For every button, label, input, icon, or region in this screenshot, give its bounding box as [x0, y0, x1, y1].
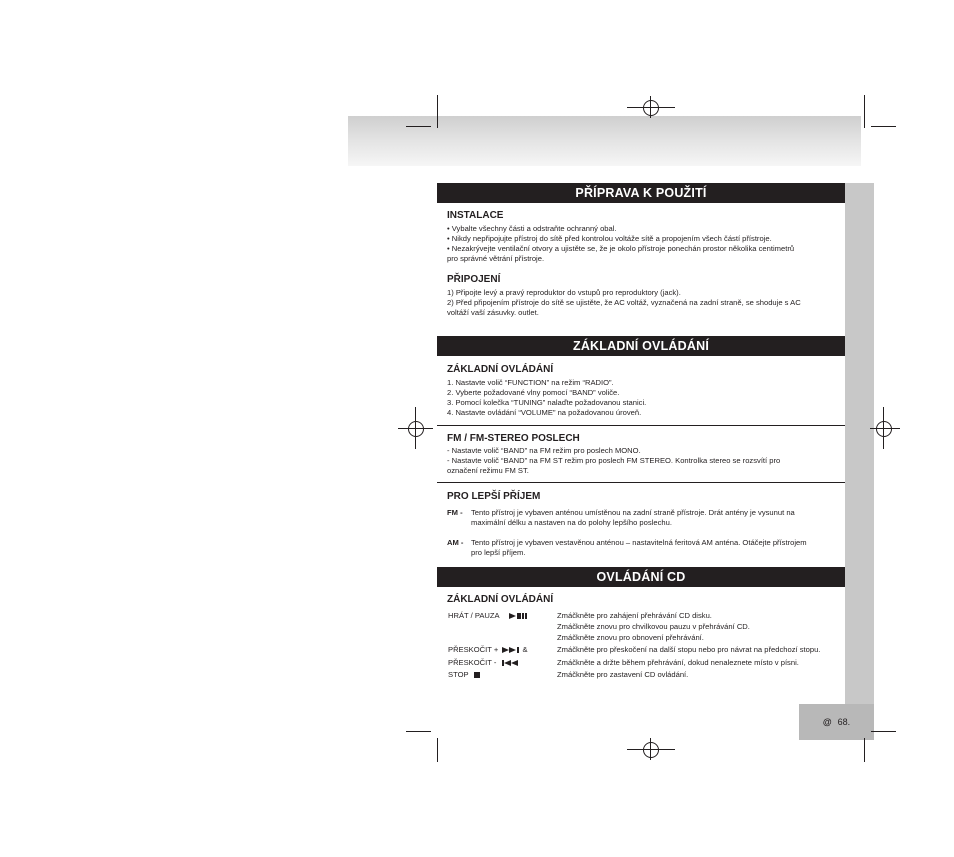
cd-control-desc: Zmáčkněte pro přeskočení na další stopu nebo pro návrat na předchozí stopu. — [557, 645, 821, 654]
ovladani-step: 1. Nastavte volič “FUNCTION” na režim “RADIO”. — [447, 378, 614, 387]
fm-antenna-text: maximální délku a nastaven na do polohy lepšího poslechu. — [471, 518, 672, 527]
cd-control-label: HRÁT / PAUZA — [448, 611, 527, 621]
ovladani-step: 3. Pomocí kolečka “TUNING” nalaďte požadovanou stanici. — [447, 398, 647, 407]
cd-control-desc: Zmáčkněte a držte během přehrávání, dokud nenaleznete místo v písni. — [557, 658, 799, 667]
header-gradient-band — [348, 116, 861, 166]
section-title-cd: OVLÁDÁNÍ CD — [437, 567, 845, 587]
heading-cd-ovladani: ZÁKLADNÍ OVLÁDÁNÍ — [447, 594, 554, 605]
cd-control-desc: Zmáčkněte znovu pro obnovení přehrávání. — [557, 633, 704, 642]
fm-item: - Nastavte volič “BAND” na FM ST režim pro poslech FM STEREO. Kontrolka stereo se rozsvítí pro — [447, 456, 781, 465]
heading-fm-stereo: FM / FM-STEREO POSLECH — [447, 433, 580, 444]
fm-antenna-text: Tento přístroj je vybaven anténou umístěnou na zadní straně přístroje. Drát antény je vysunut na — [471, 508, 795, 517]
page-symbol-icon: @ — [822, 717, 832, 727]
fm-item: označení režimu FM ST. — [447, 466, 529, 475]
section-title-priprava: PŘÍPRAVA K POUŽITÍ — [437, 183, 845, 203]
am-label: AM - — [447, 538, 464, 547]
instalace-item: • Nikdy nepřipojujte přístroj do sítě před kontrolou voltáže sítě a propojením všech částí přístroje. — [447, 234, 772, 243]
pripojeni-item: 2) Před připojením přístroje do sítě se ujistěte, že AC voltáž, vyznačená na zadní straně, se shoduje s AC — [447, 298, 801, 307]
am-antenna-text: pro lepší příjem. — [471, 548, 526, 557]
ovladani-step: 4. Nastavte ovládání “VOLUME” na požadovanou úroveň. — [447, 408, 642, 417]
instalace-item: pro správné větrání přístroje. — [447, 254, 545, 263]
page-number: 68. — [837, 717, 851, 727]
heading-instalace: INSTALACE — [447, 210, 504, 221]
fm-item: - Nastavte volič “BAND” na FM režim pro poslech MONO. — [447, 446, 641, 455]
cd-control-label: PŘESKOČIT + & — [448, 645, 528, 654]
page-number-box — [799, 704, 874, 740]
stop-icon — [473, 671, 481, 679]
ovladani-step: 2. Vyberte požadované vlny pomocí “BAND” voliče. — [447, 388, 620, 397]
section-title-zakladni: ZÁKLADNÍ OVLÁDÁNÍ — [437, 336, 845, 356]
section-divider — [437, 425, 845, 426]
pripojeni-item: 1) Připojte levý a pravý reproduktor do vstupů pro reproduktory (jack). — [447, 288, 681, 297]
heading-pripojeni: PŘIPOJENÍ — [447, 274, 501, 285]
pripojeni-item: voltáží vaší zásuvky. outlet. — [447, 308, 539, 317]
cd-control-desc: Zmáčkněte pro zastavení CD ovládání. — [557, 670, 689, 679]
section-divider — [437, 482, 845, 483]
side-tab-strip — [845, 183, 874, 704]
skip-forward-icon — [502, 646, 520, 654]
cd-control-label: STOP — [448, 670, 481, 680]
skip-back-icon — [501, 659, 519, 667]
instalace-item: • Vybalte všechny části a odstraňte ochranný obal. — [447, 224, 617, 233]
heading-lepsi-prijem: PRO LEPŠÍ PŘÍJEM — [447, 491, 541, 502]
am-antenna-text: Tento přístroj je vybaven vestavěnou anténou – nastavitelná feritová AM anténa. Otáčejte přístrojem — [471, 538, 807, 547]
heading-zakladni-ovladani: ZÁKLADNÍ OVLÁDÁNÍ — [447, 364, 554, 375]
play-pause-icon — [509, 612, 527, 620]
cd-control-label: PŘESKOČIT - — [448, 658, 519, 668]
fm-label: FM - — [447, 508, 463, 517]
instalace-item: • Nezakrývejte ventilační otvory a ujistěte se, že je okolo přístroje ponechán prostor několika centimetrů — [447, 244, 795, 253]
cd-control-desc: Zmáčkněte znovu pro chvilkovou pauzu v přehrávání CD. — [557, 622, 750, 631]
cd-control-desc: Zmáčkněte pro zahájení přehrávání CD disku. — [557, 611, 712, 620]
